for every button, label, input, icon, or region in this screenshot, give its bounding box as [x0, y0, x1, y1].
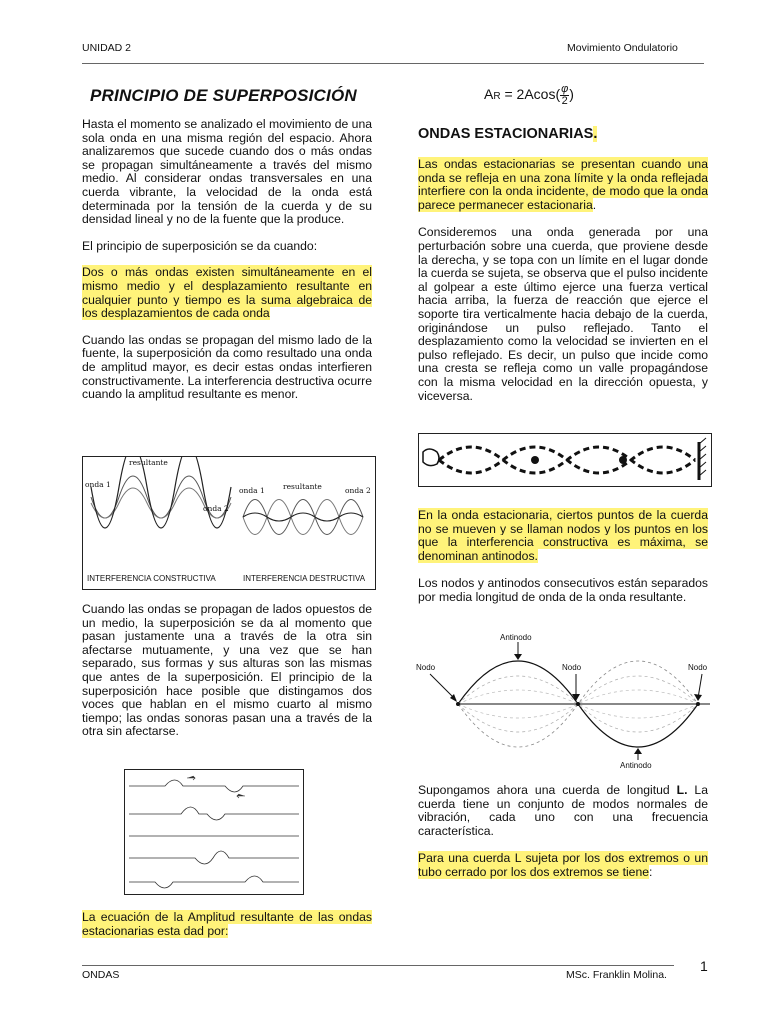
- left-column-2: [82, 603, 372, 739]
- left-column-3: [82, 911, 372, 938]
- nodes-antinodes-figure: [414, 628, 710, 770]
- pulse-row-4: [129, 851, 299, 864]
- node-dot: [619, 456, 627, 464]
- antinode-bottom-label: Antinodo: [620, 761, 652, 770]
- node-mid-label: Nodo: [562, 663, 582, 672]
- footer-author: MSc. Franklin Molina.: [566, 969, 667, 981]
- node-left-label: Nodo: [416, 663, 436, 672]
- right-column-2: [418, 509, 708, 605]
- right-column: Las ondas estacionarias se presentan cuando una onda se refleja en una zona límite y la onda reflejada interfiere con la onda incidente, de modo que la onda parece permanecer estacionaria. Consideremos una onda generada por una perturbación sobre una cuerda, que proviene desde la derecha, y se topa con un límite en el lugar donde la cuerda se sujeta, se observa que el pulso incidente al golpear a este último ejerce una fuerza vertical hacia arriba, la fuerza de reacción que ejerce el soporte tira verticalmente hacia debajo de la cuerda, originándose un pulso reflejado. Tanto el desplazamiento como la velocidad se invierten en el pulso reflejado. Es decir, un pulso que incide como una cresta se refleja como un valle propagándose con la misma velocidad en la dirección opuesta, y viceversa.: [418, 157, 708, 403]
- footer-subject: ONDAS: [82, 969, 120, 981]
- header-unit: UNIDAD 2: [82, 42, 132, 54]
- resultante-label-1: resultante: [129, 458, 168, 467]
- left-column: [82, 118, 372, 402]
- standing-wave-definition: Las ondas estacionarias se presentan cuando una onda se refleja en una zona límite y la onda reflejada interfiere con la onda incidente, de modo que la onda parece permanecer estacionaria: [418, 157, 708, 212]
- node-dot: [531, 456, 539, 464]
- fixed-ends-intro: Para una cuerda L sujeta por los dos extremos o un tubo cerrado por los dos extremos se tiene: [418, 851, 708, 879]
- destructive-caption: INTERFERENCIA DESTRUCTIVA: [243, 574, 366, 583]
- node-spacing-paragraph: Los nodos y antinodos consecutivos están separados por media longitud de onda de la onda resultante.: [418, 576, 708, 604]
- intro-paragraph: Hasta el momento se analizado el movimiento de una sola onda en una misma región del espacio. Ahora analizaremos que sucede cuando dos o más ondas se propagan simultáneamente a través del mismo medio. Al considerar ondas transversales en una cuerda vibrante, la velocidad de la onda está determinada por la tensión de la cuerda y de su densidad lineal y no de la fuente que la produce.: [82, 117, 372, 227]
- onda2-label-2: onda 2: [345, 486, 371, 495]
- principle-definition: Dos o más ondas existen simultáneamente en el mismo medio y el desplazamiento resultante en cualquier punto y tiempo es la suma algebraica de los desplazamientos de cada onda: [82, 265, 372, 321]
- resultante-constructive: [91, 457, 231, 528]
- page-number: 1: [700, 958, 708, 974]
- hand-icon: [423, 449, 439, 466]
- reflection-paragraph: Consideremos una onda generada por una perturbación sobre una cuerda, que proviene desde la derecha, y se topa con un límite en el lugar donde la cuerda se sujeta, se observa que el pulso incidente al golpear a este último ejerce una fuerza vertical hacia arriba, la fuerza de reacción que ejerce el soporte tira verticalmente hacia debajo de la cuerda, originándose un pulso reflejado. Tanto el desplazamiento como la velocidad se invierten en el pulso reflejado. Es decir, un pulso que incide como una cresta se refleja como un valle propagándose con la misma velocidad en la dirección opuesta, y viceversa.: [418, 225, 708, 403]
- onda2-label-1: onda 2: [203, 504, 229, 513]
- onda1-label-2: onda 1: [239, 486, 265, 495]
- onda1-label-1: onda 1: [85, 480, 111, 489]
- constructive-caption: INTERFERENCIA CONSTRUCTIVA: [87, 574, 216, 583]
- onda2-destructive: [243, 500, 363, 535]
- page-title: PRINCIPIO DE SUPERPOSICIÓN: [90, 86, 357, 105]
- amplitude-formula: AR = 2Acos( $\frac{\varphi}{2}$ ): [484, 83, 574, 107]
- footer-rule: [82, 965, 674, 966]
- amplitude-equation-intro: La ecuación de la Amplitud resultante de las ondas estacionarias esta dad por:: [82, 910, 372, 938]
- pulses-figure: [124, 769, 304, 895]
- string-modes-paragraph: Supongamos ahora una cuerda de longitud L. La cuerda tiene un conjunto de modos normales de vibración, cada uno con una frecuencia característica.: [418, 783, 708, 838]
- section-heading: ONDAS ESTACIONARIAS.: [418, 126, 598, 142]
- onda1-destructive: [243, 500, 363, 535]
- resultante-destructive: [243, 513, 363, 521]
- interference-paragraph: Cuando las ondas se propagan del mismo lado de la fuente, la superposición da como resultado una onda de amplitud mayor, es decir estas ondas interfieren constructivamente. La interferencia destructiva ocurre cuando la amplitud resultante es menor.: [82, 332, 372, 402]
- resultante-label-2: resultante: [283, 482, 322, 491]
- antinode-top-label: Antinodo: [500, 633, 532, 642]
- interference-figure: [82, 456, 376, 590]
- principle-intro: El principio de superposición se da cuando:: [82, 238, 318, 253]
- node-right-label: Nodo: [688, 663, 708, 672]
- nodes-definition: En la onda estacionaria, ciertos puntos de la cuerda no se mueven y se llaman nodos y los puntos en los que la interferencia constructiva es máxima, se denominan antinodos.: [418, 508, 708, 563]
- pulse-row-2: [129, 807, 299, 820]
- opposite-sides-paragraph: Cuando las ondas se propagan de lados opuestos de un medio, la superposición se da al momento que pasan justamente una a través de la otra sin afectarse mutuamente, y una vez que se han separado, sus formas y sus alturas son las mismas que antes de la superposición. El principio de la superposición hace posible que distingamos dos voces que hablan en el mismo cuarto al mismo tiempo; las ondas sonoras pasan una a través de la otra sin afectarse.: [82, 602, 372, 739]
- header-rule: [82, 63, 704, 64]
- pulse-row-5: [129, 876, 299, 888]
- standing-string-figure: [418, 433, 712, 487]
- right-column-3: Supongamos ahora una cuerda de longitud L. La cuerda tiene un conjunto de modos normales de vibración, cada uno con una frecuencia característica. Para una cuerda L sujeta por los dos extremos o un tubo cerrado por los dos extremos se tiene:: [418, 783, 708, 879]
- pulse-row-1: [129, 780, 299, 792]
- header-topic: Movimiento Ondulatorio: [567, 42, 678, 54]
